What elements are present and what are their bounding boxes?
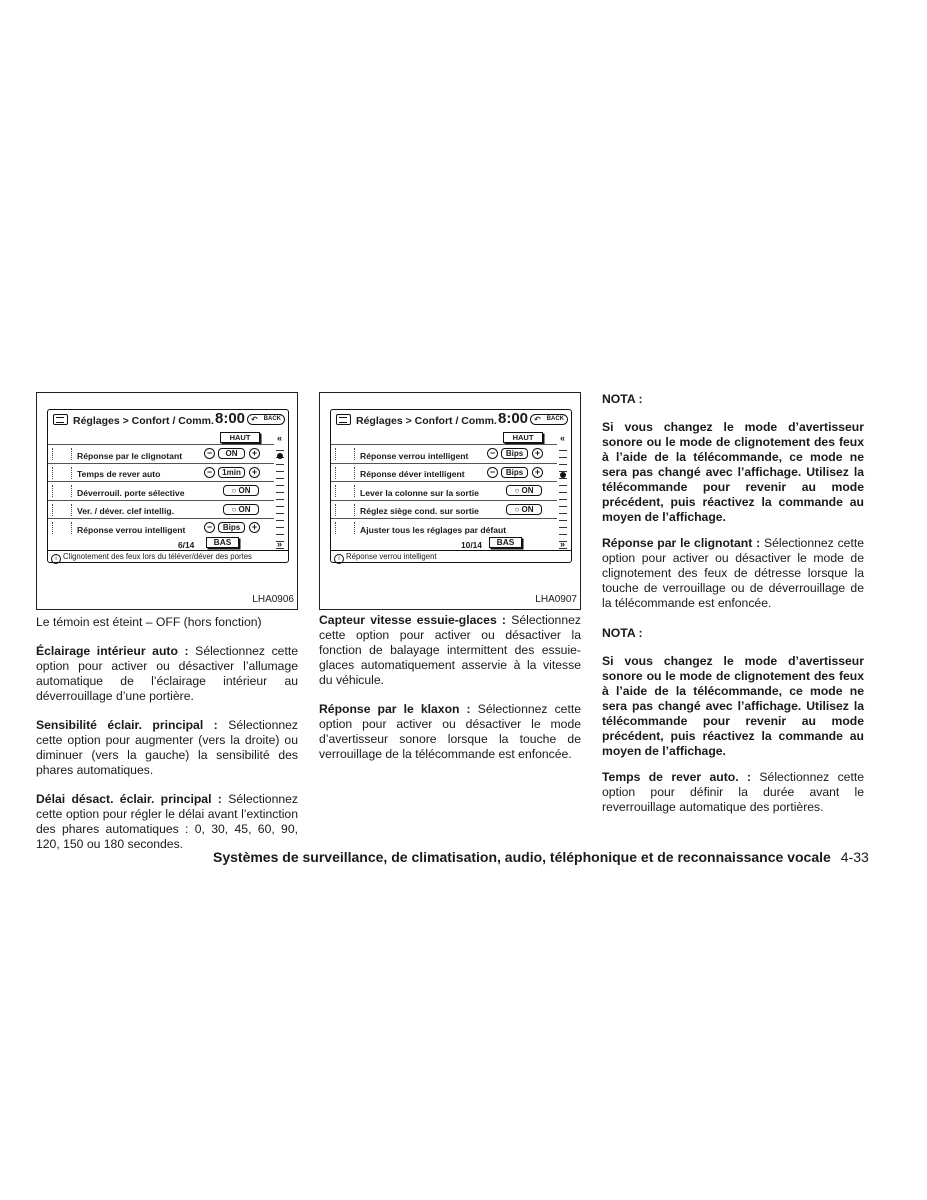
info-bar <box>48 550 288 564</box>
back-button <box>247 414 285 425</box>
paragraph-lead: Capteur vitesse essuie-glaces : <box>319 613 506 627</box>
display-screen <box>47 409 289 563</box>
setting-row <box>48 500 274 519</box>
clock: 8:00 <box>215 410 246 427</box>
setting-row <box>331 518 557 537</box>
setting-label: Ajuster tous les réglages par défaut <box>360 524 507 535</box>
setting-row <box>331 444 557 463</box>
haut-button: HAUT <box>220 432 260 443</box>
setting-label: Déverrouil. porte sélective <box>77 487 185 498</box>
setting-label: Réglez siège cond. sur sortie <box>360 506 479 516</box>
setting-label: Lever la colonne sur la sortie <box>360 487 479 498</box>
paragraph-body: Sélectionnez cette option pour activer ou désactiver le mode d’avertisseur sonore lorsque la touche de verrouillage de la télécommande est enfoncée. <box>319 702 582 761</box>
info-text: Réponse verrou intelligent <box>346 552 437 561</box>
figure-id: LHA0906 <box>252 594 294 605</box>
nota-heading: NOTA : <box>602 626 643 640</box>
page-indicator-line <box>48 537 274 549</box>
row-marker <box>335 485 355 497</box>
setting-row <box>48 518 274 537</box>
minus-icon: − <box>204 448 215 459</box>
page-indicator-line <box>331 537 557 549</box>
paragraph-lead: Éclairage intérieur auto : <box>36 644 189 658</box>
footer-title: Systèmes de surveillance, de climatisation, audio, téléphonique et de reconnaissance vocale <box>213 849 831 865</box>
back-arrow-icon: ↶ <box>534 415 541 424</box>
figure-id: LHA0907 <box>535 594 577 605</box>
toggle-value <box>223 504 259 515</box>
screen-title: Réglages > Confort / Comm. <box>73 415 214 427</box>
nota-heading: NOTA : <box>602 392 643 406</box>
chevron-down-icon: » <box>276 539 282 549</box>
page-number: 6/14 <box>178 540 195 550</box>
info-text: Clignotement des feux lors du téléver/déver des portes <box>63 552 252 561</box>
figure-lha0906 <box>36 392 298 610</box>
back-label: BACK <box>263 416 281 422</box>
page-number: 4-33 <box>840 849 869 865</box>
setting-label: Réponse par le clignotant <box>77 450 183 461</box>
paragraph-body: Sélectionnez cette option pour activer ou désactiver la fonction de balayage intermittent des essuie-glaces automatiquement asservie à la vitesse du véhicule. <box>319 613 581 687</box>
paragraph-body: Sélectionnez cette option pour définir la durée avant le reverrouillage automatique des portières. <box>602 770 865 814</box>
setting-label: Ver. / déver. clef intellig. <box>77 506 174 516</box>
back-label: BACK <box>546 416 564 422</box>
setting-value: Bips <box>501 448 528 459</box>
info-bar <box>331 550 571 564</box>
column-1 <box>36 392 298 866</box>
minus-icon: − <box>487 467 498 478</box>
haut-button: HAUT <box>503 432 543 443</box>
scroll-knob <box>560 472 566 478</box>
bas-button: BAS <box>489 537 522 548</box>
toggle-value <box>506 504 542 515</box>
back-arrow-icon: ↶ <box>251 415 258 424</box>
toggle-circle-icon: ○ <box>231 486 239 495</box>
info-icon: i <box>334 554 344 564</box>
figure-lha0907 <box>319 392 581 610</box>
setting-value: Bips <box>501 467 528 478</box>
toggle-circle-icon: ○ <box>514 504 522 514</box>
setting-label: Réponse verrou intelligent <box>360 450 469 461</box>
plus-icon: + <box>249 522 260 533</box>
chevron-down-icon: » <box>559 539 565 549</box>
minus-icon: − <box>487 448 498 459</box>
screen-header <box>48 410 288 430</box>
paragraph-body: Sélectionnez cette option pour augmenter (vers la droite) ou diminuer (vers la gauche) la sensibilité des phares automatiques. <box>36 718 298 777</box>
scrollbar <box>276 450 284 545</box>
toggle-circle-icon: ○ <box>514 486 522 495</box>
toggle-value <box>506 485 542 496</box>
plus-icon: + <box>249 467 260 478</box>
setting-label: Réponse verrou intelligent <box>77 524 186 535</box>
paragraph-body: Sélectionnez cette option pour activer ou désactiver l’allumage automatique de l’éclairage intérieur au déverrouillage d’une portière. <box>36 644 299 703</box>
paragraph-body: Sélectionnez cette option pour activer ou désactiver le mode de clignotement des feux de détresse lorsque la touche de verrouillage ou de déverrouillage de la télécommande est enfoncée. <box>602 536 864 610</box>
menu-icon <box>53 414 68 425</box>
toggle-label: ON <box>238 504 251 514</box>
setting-row <box>48 463 274 482</box>
nota-text: Si vous changez le mode d’avertisseur sonore ou le mode de clignotement des feux à l’aide de la télécommande, ce mode ne sera pas changé avec l’affichage. Utilisez la télécommande pour revenir au mode précédent, puis réactivez la commande au moyen de l’affichage. <box>602 654 864 758</box>
row-marker <box>335 504 355 516</box>
paragraph <box>602 536 864 611</box>
toggle-label: ON <box>521 504 534 514</box>
scrollbar <box>559 450 567 545</box>
paragraph-body: Sélectionnez cette option pour régler le délai avant l’extinction des phares automatiques : 0, 30, 45, 60, 90, 120, 150 ou 180 secondes. <box>36 792 298 851</box>
display-screen <box>330 409 572 563</box>
paragraph <box>36 644 298 704</box>
paragraph <box>602 770 864 815</box>
toggle-circle-icon: ○ <box>231 504 239 514</box>
bas-button: BAS <box>206 537 239 548</box>
paragraph <box>36 792 298 852</box>
paragraph-lead: Réponse par le klaxon : <box>319 702 471 716</box>
paragraph <box>36 718 298 778</box>
setting-value: ON <box>218 448 245 459</box>
row-marker <box>52 485 72 497</box>
setting-value: 1min <box>218 467 245 478</box>
back-button <box>530 414 568 425</box>
paragraph-lead: Délai désact. éclair. principal : <box>36 792 222 806</box>
setting-row <box>48 481 274 500</box>
page-number: 10/14 <box>461 540 482 550</box>
screen-title: Réglages > Confort / Comm. <box>356 415 497 427</box>
menu-icon <box>336 414 351 425</box>
toggle-label: ON <box>521 486 534 495</box>
row-marker <box>52 504 72 516</box>
setting-row <box>48 444 274 463</box>
paragraph-lead: Temps de rever auto. : <box>602 770 752 784</box>
paragraph-lead: Réponse par le clignotant : <box>602 536 761 550</box>
clock: 8:00 <box>498 410 529 427</box>
column-3 <box>602 392 864 830</box>
figure-caption: Le témoin est éteint – OFF (hors fonction) <box>36 615 262 629</box>
chevron-up-icon: « <box>276 433 282 443</box>
toggle-label: ON <box>238 486 251 495</box>
nota-text: Si vous changez le mode d’avertisseur sonore ou le mode de clignotement des feux à l’aide de la télécommande, ce mode ne sera pas changé avec l’affichage. Utilisez la télécommande pour revenir au mode précédent, puis réactivez la commande au moyen de l’affichage. <box>602 420 864 524</box>
scroll-knob <box>277 453 283 459</box>
plus-icon: + <box>532 467 543 478</box>
settings-list <box>48 444 274 537</box>
plus-icon: + <box>532 448 543 459</box>
setting-value: Bips <box>218 522 245 533</box>
screen-header <box>331 410 571 430</box>
setting-label: Réponse déver intelligent <box>360 469 465 479</box>
row-marker <box>335 448 355 460</box>
setting-row <box>331 481 557 500</box>
paragraph <box>319 702 581 762</box>
row-marker <box>52 467 72 479</box>
column-2 <box>319 392 581 776</box>
plus-icon: + <box>249 448 260 459</box>
info-icon: i <box>51 554 61 564</box>
setting-label: Temps de rever auto <box>77 469 161 479</box>
page-footer <box>213 849 869 865</box>
chevron-up-icon: « <box>559 433 565 443</box>
paragraph <box>319 613 581 688</box>
minus-icon: − <box>204 467 215 478</box>
row-marker <box>52 522 72 534</box>
setting-row <box>331 463 557 482</box>
settings-list <box>331 444 557 537</box>
toggle-value <box>223 485 259 496</box>
row-marker <box>335 467 355 479</box>
setting-row <box>331 500 557 519</box>
row-marker <box>335 522 355 534</box>
minus-icon: − <box>204 522 215 533</box>
paragraph-lead: Sensibilité éclair. principal : <box>36 718 218 732</box>
row-marker <box>52 448 72 460</box>
